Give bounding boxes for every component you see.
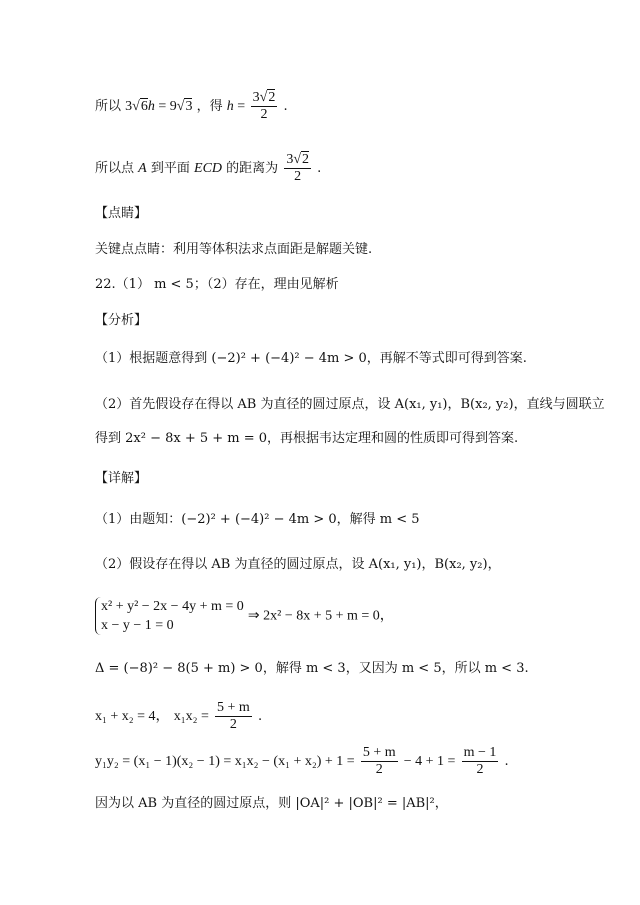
- detail-part-2-intro: （2）假设存在得以 AB 为直径的圆过原点，设 A(x₁, y₁)，B(x₂, y₂)，: [95, 557, 501, 572]
- fraction-2: $\frac{m - 1}{2}$: [463, 745, 497, 777]
- heading-xiangjie: 【详解】: [95, 471, 148, 486]
- period: .: [283, 99, 288, 114]
- text-prefix: 所以点: [95, 161, 135, 176]
- period: .: [504, 754, 509, 769]
- point-a: A: [138, 161, 147, 176]
- system-eq-1: x² + y² − 2x − 4y + m = 0: [101, 599, 244, 614]
- text-mid: 到平面: [150, 161, 190, 176]
- solution-line-1: 所以 3√6h = 9√3 ，得 h = $\frac{3√2}{2}$ .: [95, 90, 288, 122]
- text-mid2: 的距离为: [226, 161, 279, 176]
- system-eq-2: x − y − 1 = 0: [101, 618, 174, 633]
- fraction-product: $\frac{5 + m}{2}$: [217, 700, 250, 732]
- plane-ecd: ECD: [194, 161, 223, 176]
- discriminant-line: Δ = (−8)² − 8(5 + m) > 0，解得 m < 3，又因为 m < 5，所以 m < 3.: [95, 661, 529, 676]
- fraction-1: $\frac{5 + m}{2}$: [362, 745, 396, 777]
- vieta-line: [95, 700, 262, 733]
- heading-dianjing: 【点睛】: [95, 206, 148, 221]
- fraction-distance: $\frac{3√2}{2}$: [286, 152, 309, 184]
- product-roots: x₁x₂ =: [173, 709, 209, 724]
- heading-fenxi: 【分析】: [95, 313, 148, 328]
- text-prefix: 所以: [95, 99, 122, 114]
- analysis-part-1: （1）根据题意得到 (−2)² + (−4)² − 4m > 0，再解不等式即可得到答案.: [95, 351, 527, 366]
- system-result: ⇒ 2x² − 8x + 5 + m = 0，: [247, 608, 394, 624]
- period: .: [257, 709, 263, 724]
- detail-part-1: （1）由题知：(−2)² + (−4)² − 4m > 0，解得 m < 5: [95, 512, 420, 527]
- var-h: h: [226, 99, 234, 114]
- fraction-h: $\frac{3√2}{2}$: [252, 90, 276, 122]
- system-brace: [95, 597, 244, 635]
- solution-line-2: [95, 152, 321, 185]
- period: .: [317, 161, 322, 176]
- equation-system: [95, 597, 394, 635]
- circle-condition-line: 因为以 AB 为直径的圆过原点，则 |OA|² + |OB|² = |AB|²，: [95, 796, 448, 811]
- analysis-part-2-line-1: （2）首先假设存在得以 AB 为直径的圆过原点，设 A(x₁, y₁)，B(x₂, y₂)，直线与圆联立: [95, 397, 605, 412]
- answer-22: 22.（1） m < 5；（2）存在，理由见解析: [95, 277, 339, 292]
- y-product-expansion: y₁y₂ = (x₁ − 1)(x₂ − 1) = x₁x₂ − (x₁ + x₂) + 1 =: [95, 754, 355, 769]
- equation-volume: 3√6h = 9√3: [125, 99, 193, 114]
- analysis-part-2-line-2: 得到 2x² − 8x + 5 + m = 0，再根据韦达定理和圆的性质即可得到答案.: [95, 431, 519, 446]
- key-point-text: 关键点点睛：利用等体积法求点面距是解题关键.: [95, 242, 373, 257]
- y-product-mid: − 4 + 1 =: [403, 754, 456, 769]
- y-product-line: [95, 745, 509, 778]
- text-mid: ，得: [196, 99, 223, 114]
- sum-roots: x₁ + x₂ = 4，: [95, 709, 170, 724]
